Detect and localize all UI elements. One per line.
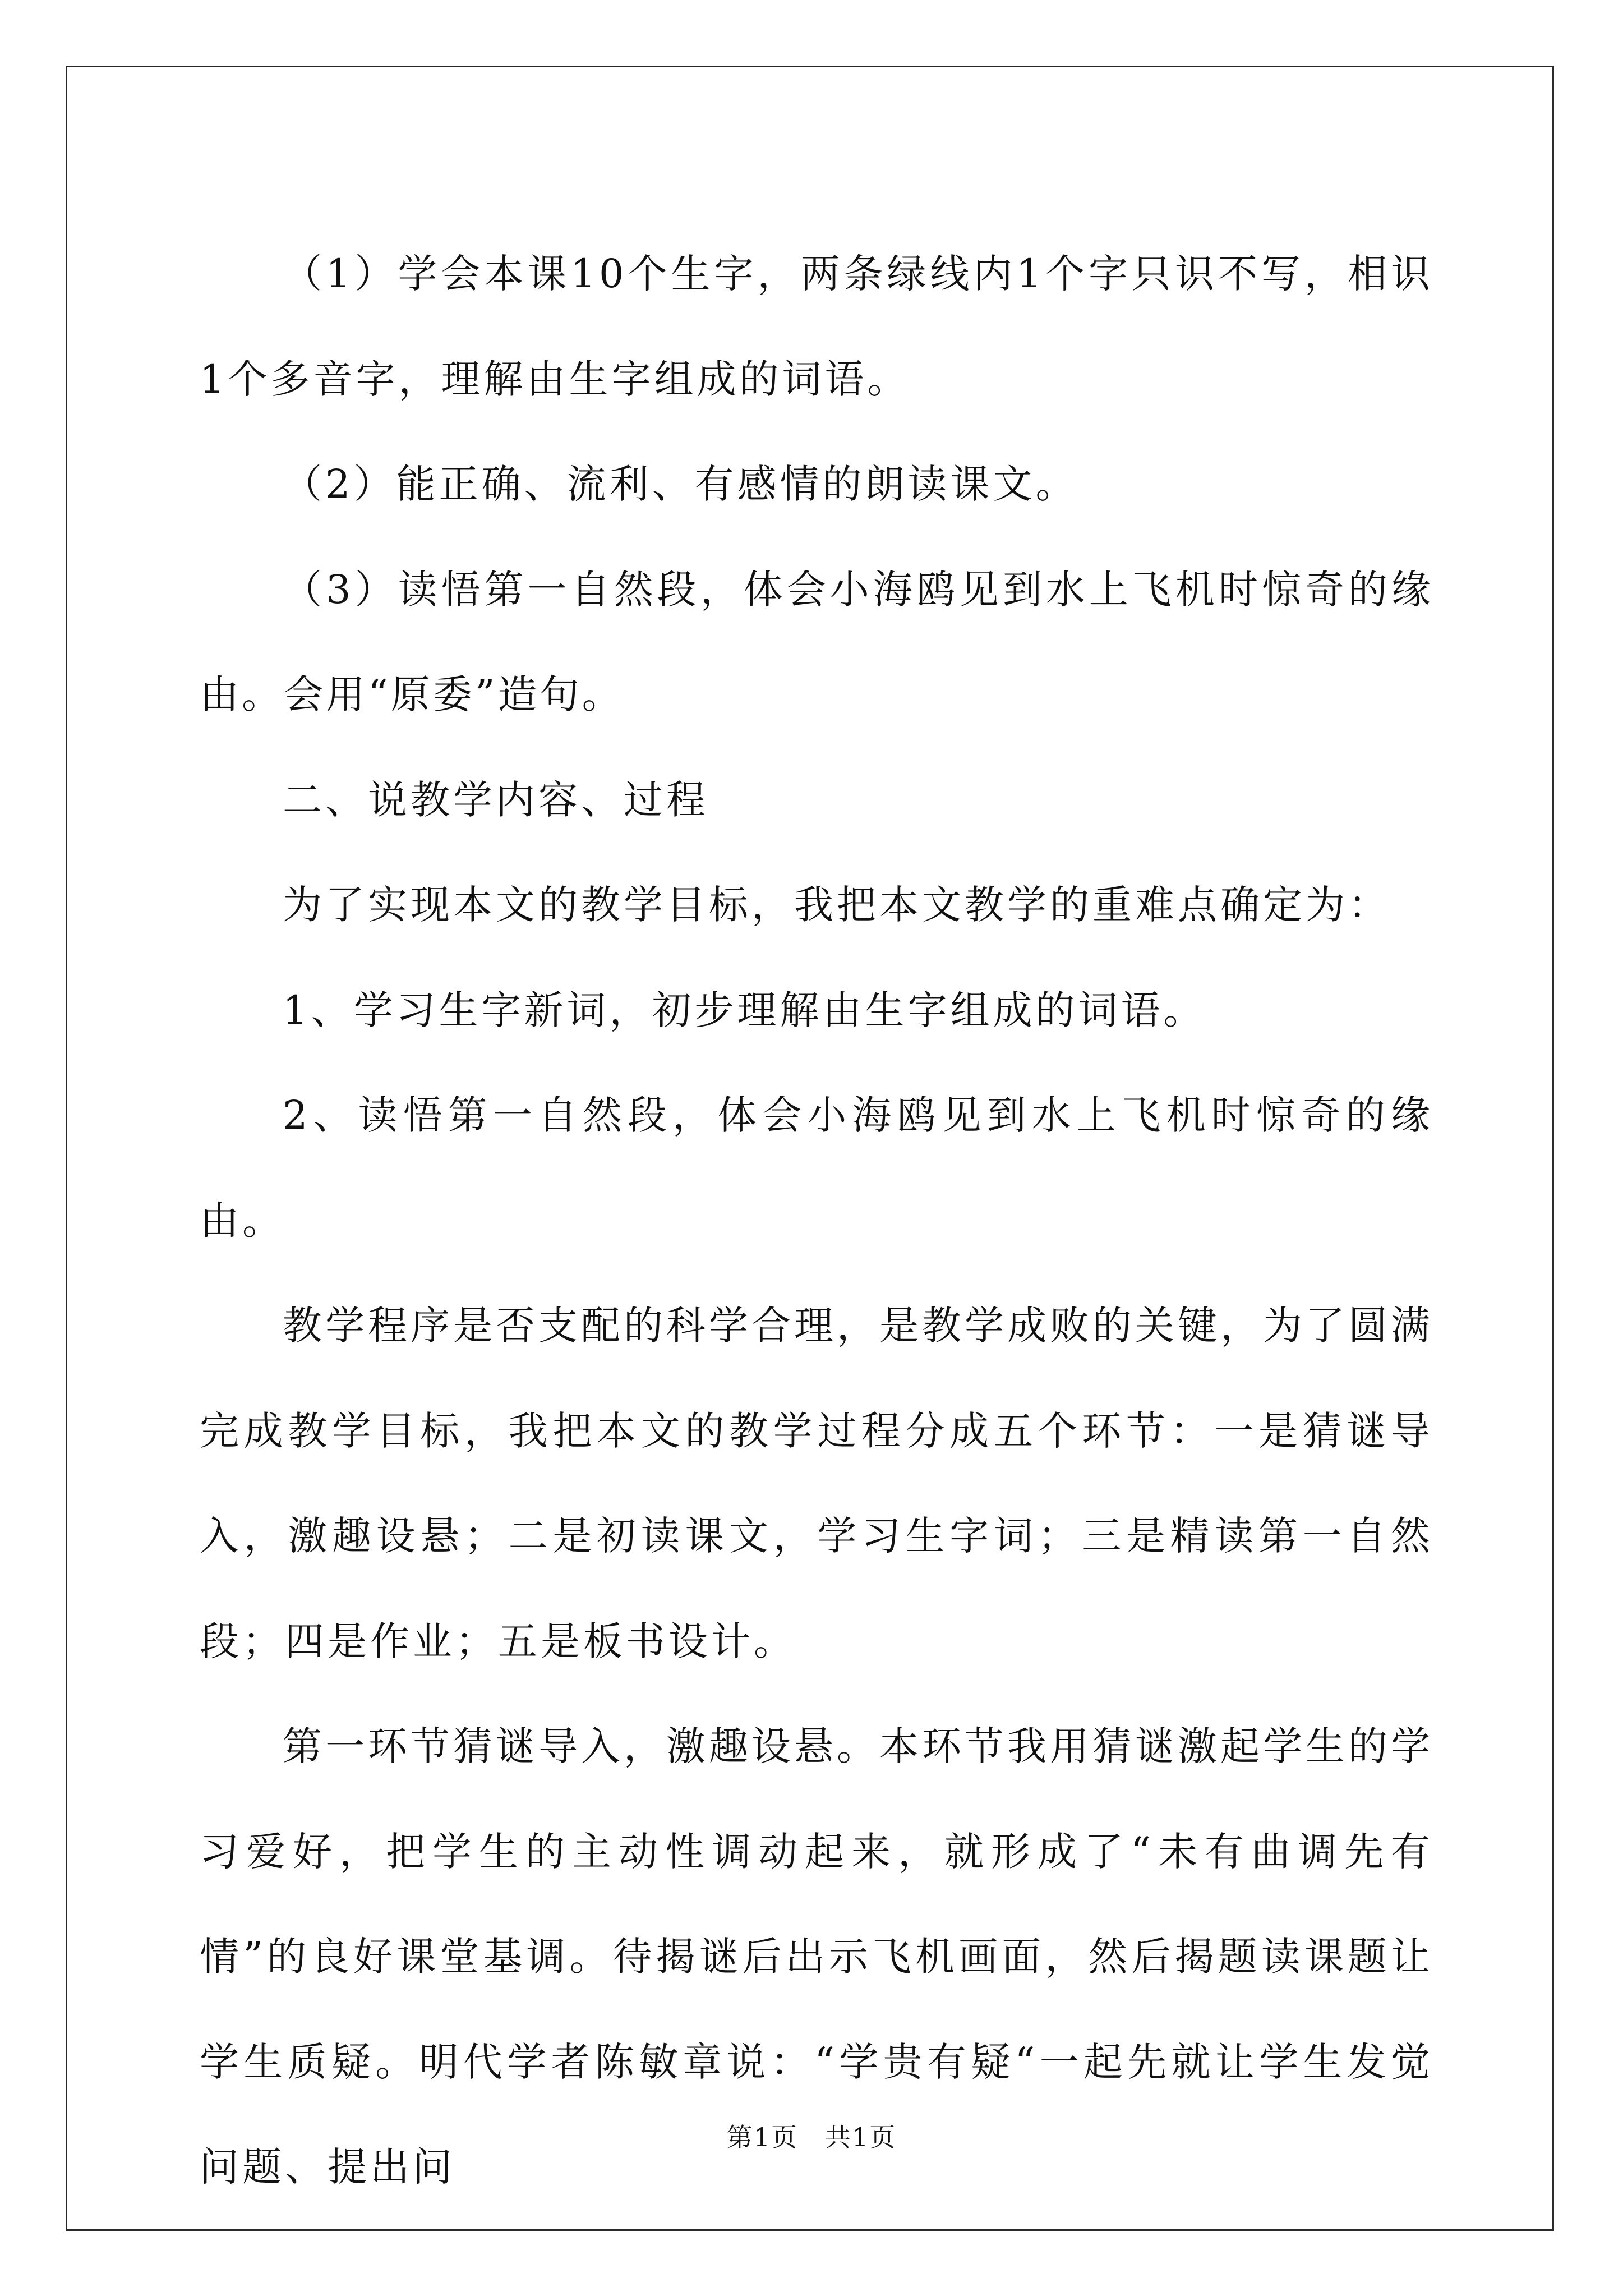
paragraph-goal-3: （3）读悟第一自然段，体会小海鸥见到水上飞机时惊奇的缘由。会用“原委”造句。 [200, 566, 1433, 717]
section-heading: 二、说教学内容、过程 [283, 776, 709, 823]
paragraph-goal-1: （1）学会本课10个生字，两条绿线内1个字只识不写，相识1个多音字，理解由生字组成的词语。 [200, 251, 1433, 402]
paragraph-key-point-2: 2、读悟第一自然段，体会小海鸥见到水上飞机时惊奇的缘由。 [200, 1092, 1433, 1244]
paragraph-first-step: 第一环节猜谜导入，激趣设悬。本环节我用猜谜激起学生的学习爱好，把学生的主动性调动起来，就形成了“未有曲调先有情”的良好课堂基调。待揭谜后出示飞机画面，然后揭题读课题让学生质疑。明代学者陈敏章说：“学贵有疑“一起先就让学生发觉问题、提出问 [200, 1723, 1433, 2190]
page-footer: 第1页 共1页 [726, 2122, 897, 2152]
paragraph-goal-2: （2）能正确、流利、有感情的朗读课文。 [283, 461, 1078, 507]
paragraph-process-overview: 教学程序是否支配的科学合理，是教学成败的关键，为了圆满完成教学目标，我把本文的教学过程分成五个环节：一是猜谜导入，激趣设悬；二是初读课文，学习生字词；三是精读第一自然段；四是作业；五是板书设计。 [200, 1303, 1433, 1664]
paragraph-key-points-intro: 为了实现本文的教学目标，我把本文教学的重难点确定为： [283, 882, 1391, 928]
paragraph-key-point-1: 1、学习生字新词，初步理解由生字组成的词语。 [283, 987, 1206, 1033]
document-body [200, 222, 1433, 2220]
